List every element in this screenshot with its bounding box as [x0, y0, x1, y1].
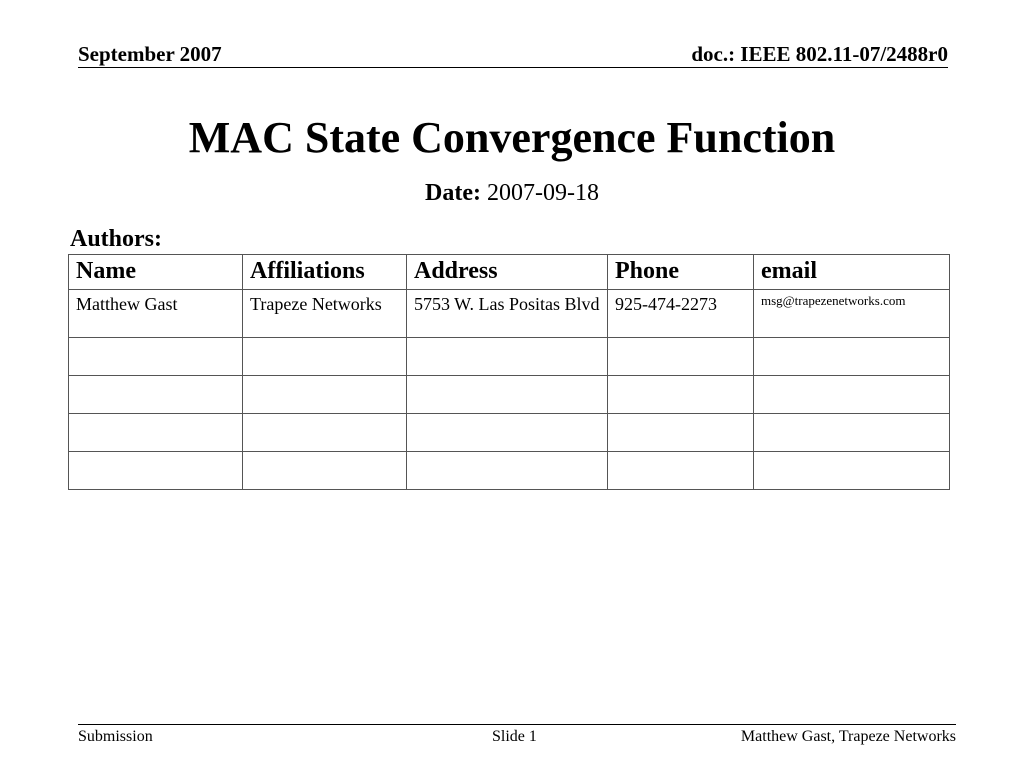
- authors-table: [68, 254, 950, 490]
- author-address-cell: 5753 W. Las Positas Blvd: [407, 290, 608, 338]
- table-row: [69, 338, 950, 376]
- table-row: [69, 452, 950, 490]
- header-doc-id: doc.: IEEE 802.11-07/2488r0: [691, 42, 948, 66]
- author-phone-cell: 925-474-2273: [608, 290, 754, 338]
- table-cell: [407, 414, 608, 452]
- footer-author: Matthew Gast, Trapeze Networks: [740, 728, 956, 745]
- author-affiliation-cell: Trapeze Networks: [243, 290, 407, 338]
- table-cell: [754, 452, 950, 490]
- column-header-name: Name: [69, 255, 243, 290]
- authors-heading: Authors:: [70, 226, 163, 252]
- table-cell: [608, 414, 754, 452]
- column-header-phone: Phone: [608, 255, 754, 290]
- table-cell: [69, 452, 243, 490]
- table-cell: [407, 338, 608, 376]
- table-cell: [754, 338, 950, 376]
- table-cell: [608, 376, 754, 414]
- footer-divider: [78, 724, 956, 725]
- column-header-address: Address: [407, 255, 608, 290]
- table-cell: [243, 414, 407, 452]
- table-cell: [754, 376, 950, 414]
- author-name-cell: Matthew Gast: [69, 290, 243, 338]
- table-cell: [608, 338, 754, 376]
- table-row: [69, 290, 950, 338]
- header-divider: [78, 67, 948, 68]
- table-cell: [69, 338, 243, 376]
- table-row: [69, 414, 950, 452]
- table-cell: [608, 452, 754, 490]
- table-cell: [754, 414, 950, 452]
- table-header-row: [69, 255, 950, 290]
- footer-slide-number: Slide 1: [492, 728, 537, 745]
- table-cell: [243, 376, 407, 414]
- column-header-email: email: [754, 255, 950, 290]
- table-cell: [407, 376, 608, 414]
- table-cell: [243, 452, 407, 490]
- column-header-affiliations: Affiliations: [243, 255, 407, 290]
- date-line: [0, 180, 1024, 207]
- table-row: [69, 376, 950, 414]
- header-date: September 2007: [78, 42, 222, 66]
- table-cell: [69, 376, 243, 414]
- author-email-cell: msg@trapezenetworks.com: [754, 290, 950, 338]
- date-value: 2007-09-18: [486, 180, 599, 206]
- table-cell: [69, 414, 243, 452]
- footer-submission: Submission: [78, 728, 153, 745]
- slide-title: MAC State Convergence Function: [188, 113, 836, 162]
- table-cell: [407, 452, 608, 490]
- table-cell: [243, 338, 407, 376]
- date-label: Date:: [425, 180, 481, 206]
